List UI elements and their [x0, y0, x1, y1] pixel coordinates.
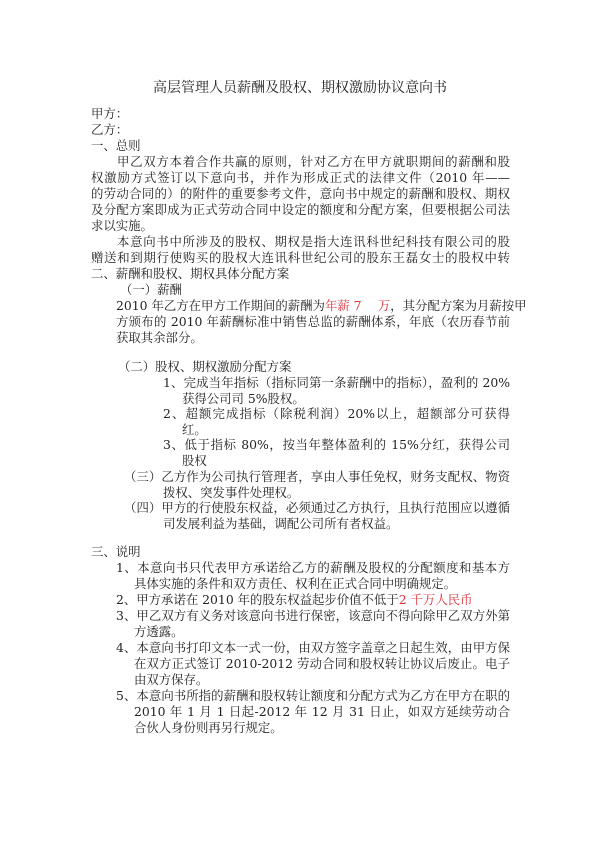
note-item-5: 2010 年 1 月 1 日起-2012 年 12 月 31 日止，如双方延续劳动合 [134, 704, 510, 719]
equity-item-2: 2、超额完成指标（除税利润）20%以上，超额部分可获得 [163, 406, 510, 421]
document-title: 高层管理人员薪酬及股权、期权激励协议意向书 [153, 80, 447, 96]
equity-item-1: 1、完成当年指标（指标同第一条薪酬中的指标），盈利的 20% [163, 375, 510, 390]
party-b-label: 乙方： [91, 122, 129, 137]
salary-text: 2010 年乙方在甲方工作期间的薪酬为 [116, 298, 325, 313]
shareholder-rights: （四）甲方的行使股东权益，必须通过乙方执行，且执行范围应以遵循 [124, 500, 510, 515]
section-1-paragraph-1: 的劳动合同的）的附件的重要参考文件，意向书中规定的薪酬和股权、期权 [91, 186, 510, 201]
section-3-heading: 三、说明 [91, 544, 141, 559]
salary-line [116, 298, 527, 314]
equity-value-highlight: 2 千万人民币 [398, 592, 473, 607]
equity-item-1: 获得公司司 5%股权。 [182, 391, 305, 406]
equity-heading: （二）股权、期权激励分配方案 [118, 359, 292, 374]
salary-heading: （一）薪酬 [120, 282, 182, 297]
note-item-4: 在双方正式签订 2010-2012 劳动合同和股权转让协议后废止。电子 [134, 656, 510, 671]
note-item-1: 具体实施的条件和双方责任、权利在正式合同中明确规定。 [134, 576, 457, 591]
note-item-2 [116, 592, 473, 608]
management-rights: （三）乙方作为公司执行管理者，享由人事任免权，财务支配权、物资 [124, 469, 510, 484]
note-item-3: 3、甲乙双方有义务对该意向书进行保密，该意向不得向除甲乙双方外第 [116, 608, 510, 623]
equity-item-2: 红。 [182, 422, 207, 437]
party-a-label: 甲方： [91, 106, 129, 121]
section-1-paragraph-1: 求以实施。 [91, 218, 153, 233]
section-1-paragraph-1: 权激励方式签订以下意向书，并作为形成正式的法律文件（2010 年—— [91, 170, 510, 185]
section-1-paragraph-2: 赠送和到期行使购买的股权大连讯科世纪公司的股东王磊女士的股权中转 [91, 250, 510, 265]
section-1-paragraph-1: 甲乙双方本着合作共赢的原则，针对乙方在甲方就职期间的薪酬和股 [117, 154, 510, 169]
note-item-5: 5、本意向书所指的薪酬和股权转让额度和分配方式为乙方在甲方在职的 [116, 688, 510, 703]
shareholder-rights: 司发展利益为基础，调配公司所有者权益。 [163, 516, 399, 531]
annual-salary-highlight: 年薪 7 万 [324, 298, 391, 313]
note-item-3: 方透露。 [134, 624, 184, 639]
note-item-5: 合伙人身份则再另行规定。 [134, 720, 283, 735]
salary-text: ，其分配方案为月薪按甲 [390, 298, 527, 313]
section-2-heading: 二、薪酬和股权、期权具体分配方案 [91, 266, 290, 281]
salary-line: 获取其余部分。 [116, 330, 203, 345]
salary-line: 方颁布的 2010 年薪酬标准中销售总监的薪酬体系，年底（农历春节前 [116, 314, 510, 329]
note-item-4: 由双方保存。 [134, 672, 209, 687]
management-rights: 拨权、突发事件处理权。 [163, 485, 300, 500]
section-1-paragraph-1: 及分配方案即成为正式劳动合同中设定的额度和分配方案，但要根据公司法 [91, 202, 510, 217]
note-text: 2、甲方承诺在 2010 年的股东权益起步价值不低于 [116, 592, 399, 607]
section-1-heading: 一、总则 [91, 138, 141, 153]
note-item-4: 4、本意向书打印文本一式一份，由双方签字盖章之日起生效，由甲方保 [116, 640, 510, 655]
equity-item-3: 3、低于指标 80%，按当年整体盈利的 15%分红，获得公司 [163, 437, 510, 452]
equity-item-3: 股权 [182, 453, 207, 468]
note-item-1: 1、本意向书只代表甲方承诺给乙方的薪酬及股权的分配额度和基本方 [116, 560, 510, 575]
section-1-paragraph-2: 本意向书中所涉及的股权、期权是指大连讯科世纪科技有限公司的股 [117, 234, 510, 249]
